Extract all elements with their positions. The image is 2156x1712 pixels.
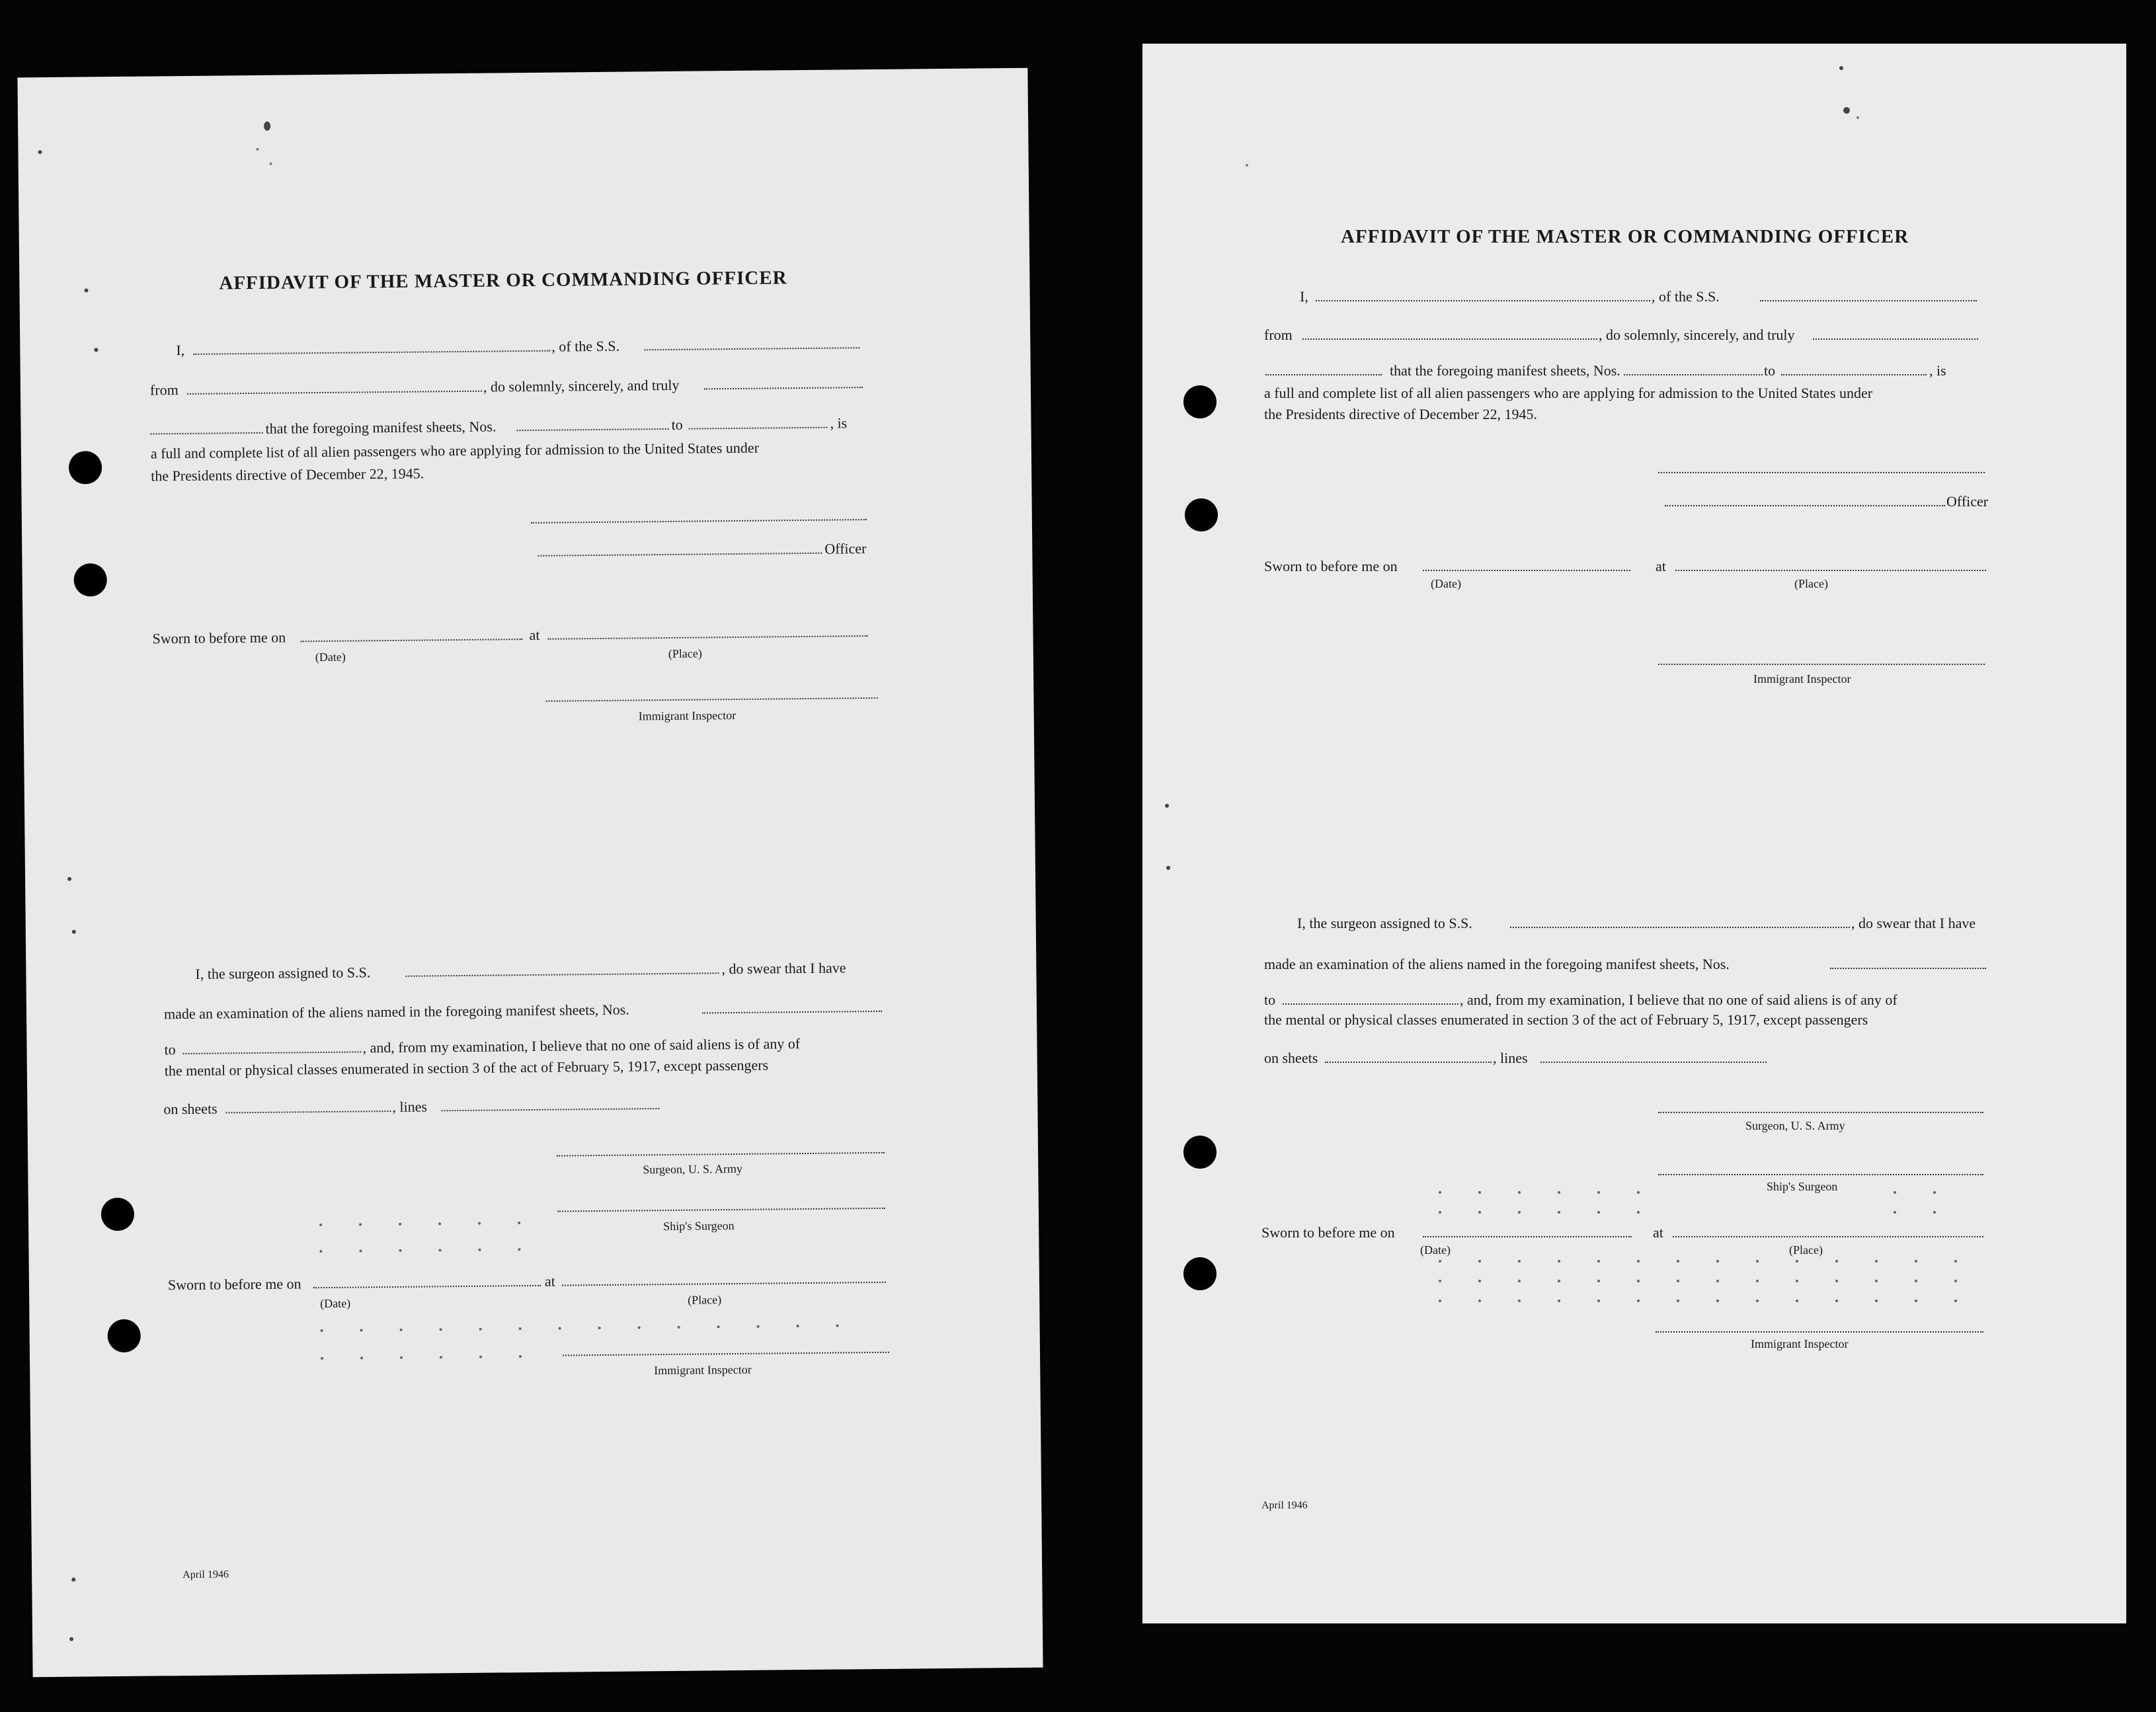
grid-dot (1439, 1191, 1441, 1194)
sworn-date-field[interactable] (301, 639, 523, 642)
grid-dot (319, 1250, 322, 1253)
from-port-field[interactable] (1302, 338, 1597, 340)
manifest-label: that the foregoing manifest sheets, Nos. (1390, 362, 1620, 379)
grid-dot (1716, 1300, 1719, 1302)
surgeon-line-1: I, the surgeon assigned to S.S. (195, 964, 371, 982)
grid-dot (1558, 1191, 1560, 1194)
place-2-caption: (Place) (1789, 1243, 1823, 1257)
grid-dot (1756, 1300, 1759, 1302)
grid-dot (360, 1329, 363, 1331)
surgeon-line-4: the mental or physical classes enumerated in section 3 of the act of February 5, 1917, except passengers (164, 1056, 769, 1079)
grid-dot (1518, 1280, 1521, 1282)
grid-dot (1518, 1260, 1521, 1263)
grid-dot (399, 1223, 401, 1226)
grid-dot (1637, 1280, 1640, 1282)
grid-dot (1875, 1260, 1878, 1263)
grid-dot (1597, 1260, 1600, 1263)
grid-dot (1478, 1260, 1481, 1263)
ships-surgeon-signature-field[interactable] (1658, 1174, 1983, 1175)
manifest-from-field[interactable] (1624, 374, 1763, 375)
officer-label: Officer (824, 540, 867, 557)
grid-dot (478, 1222, 481, 1225)
grid-dot (1518, 1191, 1521, 1194)
inspector-2-signature-field[interactable] (1656, 1331, 1983, 1333)
grid-dot (1558, 1280, 1560, 1282)
grid-dot (1677, 1280, 1679, 1282)
grid-dot (1637, 1211, 1640, 1214)
grid-dot (438, 1249, 441, 1251)
grid-dot (479, 1328, 482, 1331)
from-port-field[interactable] (187, 391, 482, 395)
lines-field[interactable] (1540, 1062, 1767, 1063)
grid-dot (359, 1223, 362, 1226)
grid-dot (1796, 1300, 1798, 1302)
grid-dot (1597, 1300, 1600, 1302)
inspector-signature-field[interactable] (1658, 664, 1985, 665)
sworn-2-label: Sworn to before me on (1261, 1224, 1395, 1241)
master-line-4: the Presidents directive of December 22, 1945. (151, 465, 424, 485)
date-2-caption: (Date) (1420, 1243, 1451, 1257)
from-label: from (1264, 327, 1293, 343)
grid-dot (1716, 1280, 1719, 1282)
master-name-field[interactable] (1316, 300, 1650, 301)
grid-dot (440, 1328, 442, 1331)
oath-type-field[interactable] (704, 387, 863, 389)
grid-dot (1954, 1280, 1957, 1282)
surgeon-line-1: I, the surgeon assigned to S.S. (1297, 915, 1472, 931)
grid-dot (1835, 1280, 1838, 1282)
ships-surgeon-caption: Ship's Surgeon (663, 1219, 735, 1233)
grid-dot (1518, 1300, 1521, 1302)
grid-dot (598, 1327, 601, 1329)
grid-dot (1933, 1191, 1936, 1194)
oath-type-cont-field[interactable] (1265, 374, 1382, 375)
surgeon-line-2: made an examination of the aliens named in the foregoing manifest sheets, Nos. (163, 1001, 629, 1023)
grid-dot (1677, 1260, 1679, 1263)
army-surgeon-caption: Surgeon, U. S. Army (643, 1161, 743, 1177)
grid-dot (400, 1356, 403, 1359)
grid-dot (360, 1356, 363, 1359)
grid-dot (518, 1248, 520, 1251)
of-ss-label: , of the S.S. (1652, 288, 1720, 305)
grid-dot (519, 1355, 522, 1358)
grid-dot (400, 1329, 403, 1331)
oath-type-cont-field[interactable] (151, 432, 263, 435)
grid-dot (1597, 1211, 1600, 1214)
grid-dot (1439, 1211, 1441, 1214)
officer-title-field[interactable] (538, 553, 822, 557)
army-surgeon-signature-field[interactable] (1658, 1112, 1983, 1113)
grid-dot (1439, 1300, 1441, 1302)
army-surgeon-signature-field[interactable] (557, 1152, 885, 1157)
surgeon-to-label: to (164, 1041, 176, 1058)
grid-dot (1954, 1260, 1957, 1263)
grid-dot (1894, 1191, 1896, 1194)
surgeon-line-1b: , do swear that I have (721, 959, 846, 978)
grid-dot (638, 1326, 641, 1329)
lines-label: , lines (392, 1098, 428, 1116)
grid-dot (1796, 1260, 1798, 1263)
at-2-label: at (1653, 1224, 1663, 1241)
master-line-4: the Presidents directive of December 22, 1945. (1264, 406, 1537, 422)
form-right (1142, 44, 2126, 1623)
sworn-place-field[interactable] (1675, 570, 1986, 571)
place-caption: (Place) (1794, 577, 1828, 590)
manifest-to-field[interactable] (1781, 374, 1927, 375)
surgeon-manifest-field[interactable] (1830, 968, 1986, 969)
grid-dot (1597, 1280, 1600, 1282)
grid-dot (1597, 1191, 1600, 1194)
ships-surgeon-signature-field[interactable] (557, 1208, 885, 1212)
grid-dot (1637, 1191, 1640, 1194)
grid-dot (1756, 1260, 1759, 1263)
grid-dot (1558, 1300, 1560, 1302)
sworn-2-place-field[interactable] (1673, 1236, 1983, 1237)
grid-dot (1875, 1280, 1878, 1282)
surgeon-to-field[interactable] (183, 1051, 362, 1054)
grid-dot (836, 1325, 839, 1327)
surgeon-ship-field[interactable] (1510, 927, 1850, 928)
i-label: I, (1300, 288, 1308, 305)
sworn-label: Sworn to before me on (152, 629, 286, 647)
inspector-caption: Immigrant Inspector (1753, 672, 1851, 685)
grid-dot (1677, 1300, 1679, 1302)
grid-dot (1933, 1211, 1936, 1214)
grid-dot (321, 1357, 323, 1360)
grid-dot (1894, 1211, 1896, 1214)
grid-dot (1835, 1300, 1838, 1302)
at-2-label: at (544, 1272, 555, 1290)
surgeon-line-3: , and, from my examination, I believe that no one of said aliens is of any of (362, 1035, 801, 1056)
inspector-signature-field[interactable] (546, 697, 878, 702)
surgeon-line-2: made an examination of the aliens named in the foregoing manifest sheets, Nos. (1264, 956, 1730, 972)
master-signature-field[interactable] (531, 519, 867, 524)
footer-date: April 1946 (182, 1569, 229, 1581)
on-sheets-field[interactable] (225, 1110, 391, 1113)
sworn-2-date-field[interactable] (1423, 1236, 1632, 1237)
sworn-place-field[interactable] (548, 635, 868, 640)
surgeon-to-field[interactable] (1283, 1003, 1458, 1005)
ships-surgeon-caption: Ship's Surgeon (1767, 1180, 1838, 1193)
surgeon-to-label: to (1264, 992, 1276, 1008)
to-label: to (1764, 362, 1776, 379)
sworn-2-date-field[interactable] (313, 1285, 541, 1288)
affidavit-page-left (17, 68, 1043, 1678)
affidavit-page-right (1142, 44, 2126, 1623)
inspector-2-signature-field[interactable] (563, 1352, 889, 1356)
sworn-date-field[interactable] (1423, 570, 1630, 571)
sworn-label: Sworn to before me on (1264, 558, 1398, 574)
grid-dot (440, 1356, 442, 1358)
officer-title-field[interactable] (1665, 505, 1945, 506)
grid-dot (1915, 1280, 1917, 1282)
manifest-from-field[interactable] (517, 428, 669, 431)
place-caption: (Place) (668, 646, 702, 660)
grid-dot (1518, 1211, 1521, 1214)
master-line-3: a full and complete list of all alien passengers who are applying for admission to the United States under (150, 439, 760, 462)
surgeon-manifest-field[interactable] (702, 1011, 882, 1014)
i-label: I, (176, 341, 185, 359)
grid-dot (1637, 1300, 1640, 1302)
sworn-2-label: Sworn to before me on (167, 1275, 301, 1294)
master-line-3: a full and complete list of all alien passengers who are applying for admission to the United States under (1264, 385, 1873, 401)
grid-dot (1478, 1191, 1481, 1194)
grid-dot (1954, 1300, 1957, 1302)
solemn-label: , do solemnly, sincerely, and truly (483, 376, 680, 395)
grid-dot (1558, 1260, 1560, 1263)
grid-dot (321, 1329, 323, 1332)
form-title: AFFIDAVIT OF THE MASTER OR COMMANDING OFFICER (1341, 226, 1909, 247)
date-caption: (Date) (315, 650, 346, 664)
grid-dot (479, 1356, 482, 1358)
master-name-field[interactable] (193, 350, 550, 355)
grid-dot (478, 1249, 481, 1251)
form-left (17, 68, 1043, 1678)
grid-dot (1915, 1300, 1917, 1302)
grid-dot (717, 1325, 720, 1328)
date-2-caption: (Date) (320, 1296, 351, 1311)
grid-dot (399, 1249, 401, 1252)
grid-dot (797, 1325, 799, 1327)
from-label: from (149, 381, 179, 399)
surgeon-line-1b: , do swear that I have (1851, 915, 1976, 931)
grid-dot (1835, 1260, 1838, 1263)
inspector-2-caption: Immigrant Inspector (654, 1362, 752, 1378)
grid-dot (1796, 1280, 1798, 1282)
place-2-caption: (Place) (688, 1293, 722, 1307)
ship-name-field[interactable] (1760, 300, 1977, 301)
grid-dot (1637, 1260, 1640, 1263)
sworn-2-place-field[interactable] (562, 1282, 886, 1286)
grid-dot (757, 1325, 760, 1328)
grid-dot (359, 1249, 362, 1252)
oath-type-field[interactable] (1813, 338, 1978, 340)
grid-dot (1915, 1260, 1917, 1263)
grid-dot (1439, 1280, 1441, 1282)
on-sheets-label: on sheets (1264, 1050, 1318, 1066)
grid-dot (678, 1326, 680, 1329)
grid-dot (1716, 1260, 1719, 1263)
inspector-caption: Immigrant Inspector (638, 709, 737, 723)
of-ss-label: , of the S.S. (551, 337, 620, 355)
solemn-label: , do solemnly, sincerely, and truly (1599, 327, 1795, 343)
surgeon-line-4: the mental or physical classes enumerated in section 3 of the act of February 5, 1917, except passengers (1264, 1011, 1868, 1028)
to-label: to (671, 416, 683, 433)
grid-dot (1439, 1260, 1441, 1263)
grid-dot (1875, 1300, 1878, 1302)
on-sheets-field[interactable] (1325, 1062, 1492, 1063)
surgeon-line-3: , and, from my examination, I believe that no one of said aliens is of any of (1460, 992, 1897, 1008)
grid-dot (519, 1327, 522, 1330)
grid-dot (1478, 1300, 1481, 1302)
lines-label: , lines (1493, 1050, 1528, 1066)
form-title: AFFIDAVIT OF THE MASTER OR COMMANDING OFFICER (219, 267, 787, 294)
army-surgeon-caption: Surgeon, U. S. Army (1745, 1119, 1845, 1132)
grid-dot (319, 1224, 322, 1226)
grid-dot (1478, 1280, 1481, 1282)
inspector-2-caption: Immigrant Inspector (1751, 1337, 1849, 1350)
grid-dot (1558, 1211, 1560, 1214)
surgeon-ship-field[interactable] (405, 972, 719, 977)
ship-name-field[interactable] (644, 347, 859, 350)
footer-date: April 1946 (1261, 1500, 1308, 1511)
master-signature-field[interactable] (1658, 472, 1985, 473)
grid-dot (559, 1327, 561, 1330)
grid-dot (1756, 1280, 1759, 1282)
on-sheets-label: on sheets (163, 1100, 218, 1118)
officer-label: Officer (1946, 493, 1989, 510)
manifest-to-field[interactable] (689, 427, 828, 430)
at-label: at (529, 626, 540, 643)
grid-dot (518, 1222, 520, 1224)
is-label: , is (1929, 362, 1946, 379)
at-label: at (1656, 558, 1666, 574)
manifest-label: that the foregoing manifest sheets, Nos. (265, 418, 497, 437)
grid-dot (438, 1222, 441, 1225)
grid-dot (1478, 1211, 1481, 1214)
is-label: , is (830, 414, 848, 432)
date-caption: (Date) (1431, 577, 1461, 590)
lines-field[interactable] (441, 1108, 659, 1111)
